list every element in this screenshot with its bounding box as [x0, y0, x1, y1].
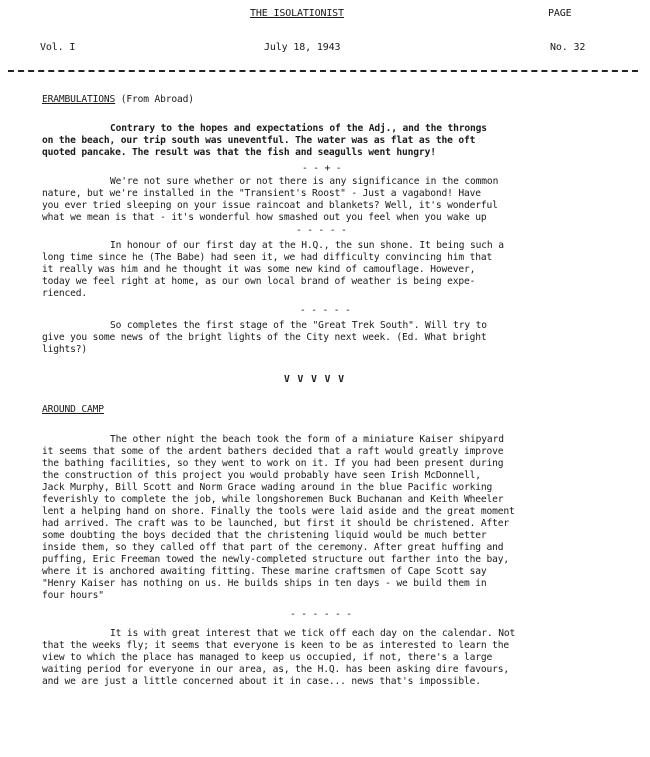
issue-date: July 18, 1943	[264, 42, 341, 53]
paragraph-line: some doubting the boys decided that the christening liquid would be much better	[42, 530, 487, 541]
separator-dashes: - - - - - -	[290, 609, 352, 620]
volume-label: Vol. I	[40, 42, 76, 53]
section-heading-around-camp: AROUND CAMP	[42, 404, 104, 415]
paragraph-line: it really was him and he thought it was some new kind of camouflage. However,	[42, 264, 476, 275]
paragraph-line: that the weeks fly; it seems that everyone is keen to be as interested to learn the	[42, 640, 509, 651]
paragraph-line: We're not sure whether or not there is any significance in the common	[110, 176, 499, 187]
paragraph-line: nature, but we're installed in the "Transient's Roost" - Just a vagabond! Have	[42, 188, 481, 199]
paragraph-line: puffing, Eric Freeman towed the newly-completed structure out farther into the bay,	[42, 554, 509, 565]
paragraph-line: The other night the beach took the form of a miniature Kaiser shipyard	[110, 434, 504, 445]
paragraph-line: Contrary to the hopes and expectations of the Adj., and the throngs	[110, 123, 487, 134]
paragraph-line: So completes the first stage of the "Great Trek South". Will try to	[110, 320, 487, 331]
separator-dashes: - - - - -	[296, 225, 347, 236]
paragraph-line: on the beach, our trip south was uneventful. The water was as flat as the oft	[42, 135, 476, 146]
header-divider	[8, 70, 638, 72]
section-divider: V V V V V	[284, 374, 345, 385]
separator-dashes: - - - - -	[300, 305, 351, 316]
paragraph-line: give you some news of the bright lights of the City next week. (Ed. What bright	[42, 332, 487, 343]
paragraph-line: In honour of our first day at the H.Q., the sun shone. It being such a	[110, 240, 504, 251]
paragraph-line: the bathing facilities, so they went to work on it. If you had been present during	[42, 458, 504, 469]
paragraph-line: Jack Murphy, Bill Scott and Norm Grace wading around in the blue Pacific working	[42, 482, 493, 493]
paragraph-line: rienced.	[42, 288, 88, 299]
paragraph-line: feverishly to complete the job, while longshoremen Buck Buchanan and Keith Wheeler	[42, 494, 504, 505]
section-heading-perambulations	[42, 94, 194, 106]
paragraph-line: where it is anchored awaiting fitting. These marine craftsmen of Cape Scott say	[42, 566, 487, 577]
page-label: PAGE	[548, 8, 572, 19]
paragraph-line: had arrived. The craft was to be launched, but first it should be christened. After	[42, 518, 509, 529]
paragraph-line: quoted pancake. The result was that the fish and seagulls went hungry!	[42, 147, 436, 158]
paragraph-line: view to which the place has managed to keep us occupied, if not, there's a large	[42, 652, 493, 663]
paragraph-line: four hours"	[42, 590, 104, 601]
paragraph-line: waiting period for everyone in our area, as, the H.Q. has been asking dire favours,	[42, 664, 509, 675]
paragraph-line: the construction of this project you would probably have seen Irish McDonnell,	[42, 470, 481, 481]
paragraph-line: and we are just a little concerned about it in case... news that's impossible.	[42, 676, 481, 687]
paragraph-line: "Henry Kaiser has nothing on us. He builds ships in ten days - we build them in	[42, 578, 487, 589]
section-heading-text: ERAMBULATIONS	[42, 94, 116, 105]
separator-dashes: - - + -	[302, 163, 342, 174]
issue-number: No. 32	[550, 42, 586, 53]
paragraph-line: it seems that some of the ardent bathers decided that a raft would greatly improve	[42, 446, 504, 457]
paragraph-line: long time since he (The Babe) had seen it, we had difficulty convincing him that	[42, 252, 493, 263]
paragraph-line: lent a helping hand on shore. Finally the tools were laid aside and the great moment	[42, 506, 515, 517]
newsletter-title: THE ISOLATIONIST	[250, 8, 344, 19]
section-heading-suffix: (From Abroad)	[120, 94, 194, 105]
paragraph-line: lights?)	[42, 344, 88, 355]
paragraph-line: you ever tried sleeping on your issue raincoat and blankets? Well, it's wonderful	[42, 200, 498, 211]
paragraph-line: what we mean is that - it's wonderful how smashed out you feel when you wake up	[42, 212, 487, 223]
paragraph-line: It is with great interest that we tick off each day on the calendar. Not	[110, 628, 516, 639]
paragraph-line: inside them, so they called off that part of the ceremony. After great huffing and	[42, 542, 504, 553]
paragraph-line: today we feel right at home, as our own local brand of weather is being expe-	[42, 276, 476, 287]
